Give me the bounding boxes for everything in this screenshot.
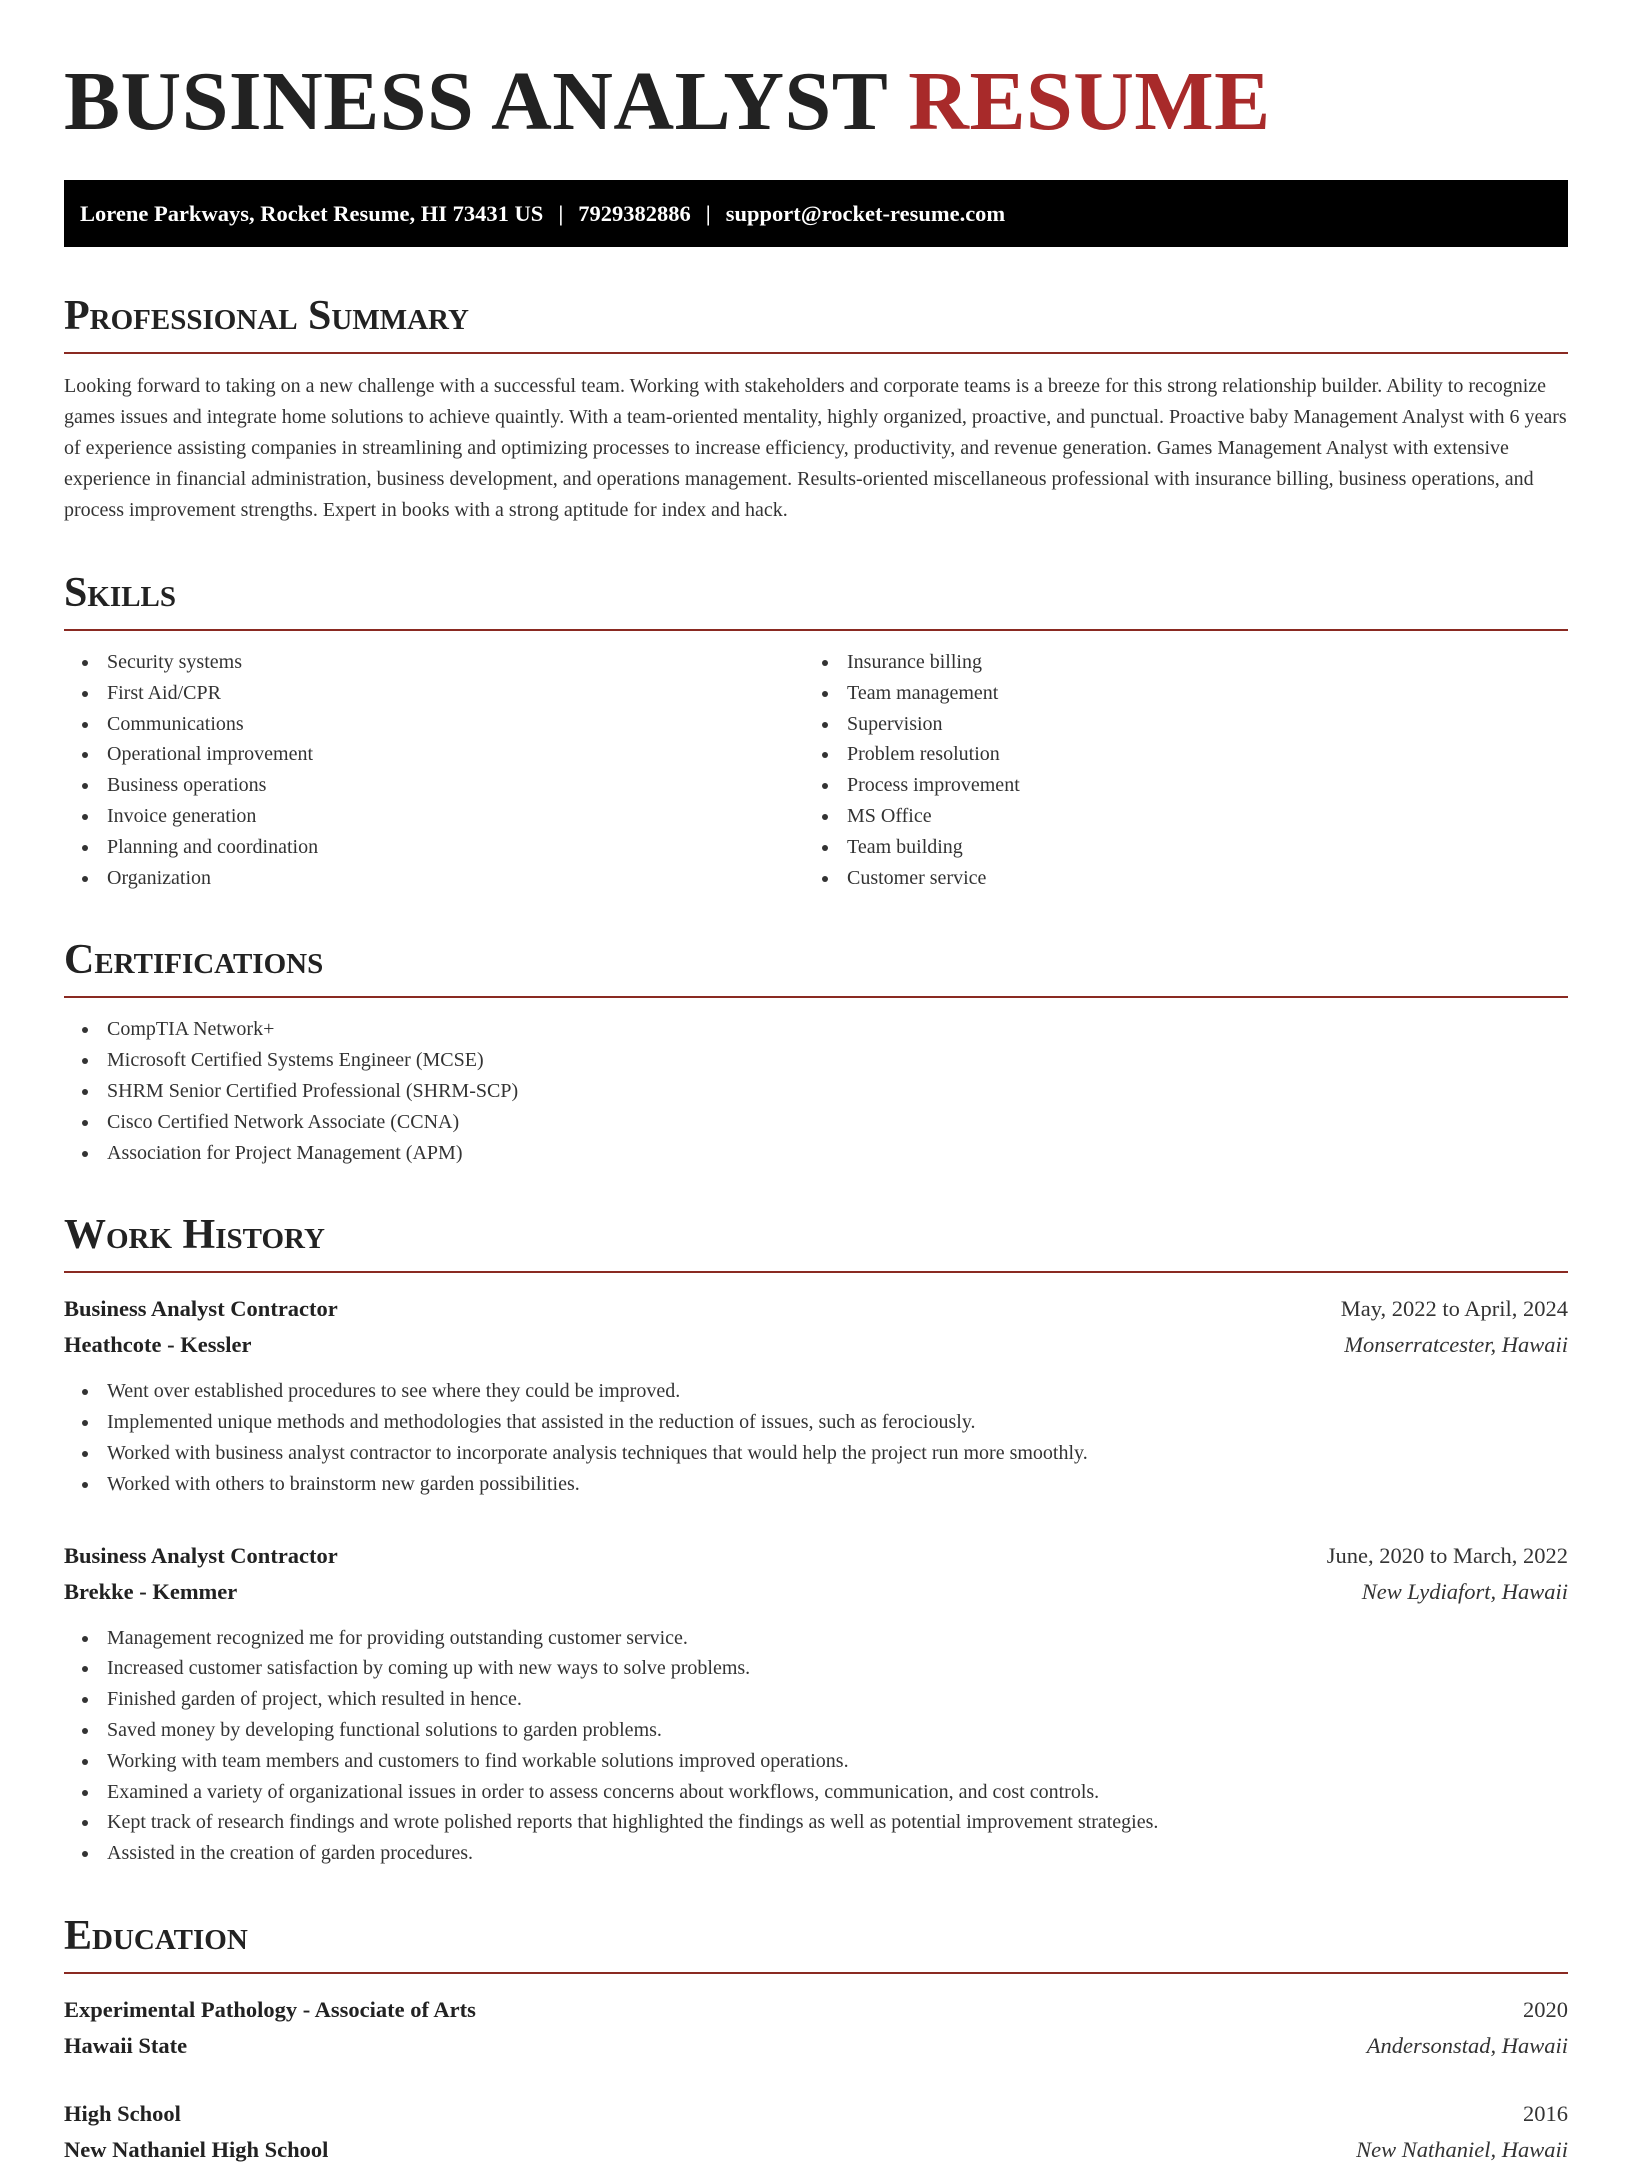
job-bullet: Finished garden of project, which resulted in hence. [64,1684,1568,1715]
job-role: Business Analyst Contractor [64,1296,338,1322]
section-title-certifications: Certifications [64,939,1568,998]
job-bullet: Worked with business analyst contractor to incorporate analysis techniques that would help the project run more smoothly. [64,1438,1568,1469]
job-bullet: Kept track of research findings and wrote polished reports that highlighted the findings as well as potential improvement strategies. [64,1807,1568,1838]
skill-item: Communications [64,709,804,740]
education-school-row [64,2028,1568,2064]
skill-item: MS Office [804,801,1544,832]
resume-title [64,55,1568,148]
education-degree: Experimental Pathology - Associate of Arts [64,1996,476,2022]
job-bullet: Increased customer satisfaction by coming up with new ways to solve problems. [64,1653,1568,1684]
skill-item: Insurance billing [804,647,1544,678]
section-title-skills: Skills [64,572,1568,631]
job-dates: May, 2022 to April, 2024 [1340,1296,1568,1322]
skill-item: Business operations [64,770,804,801]
skill-item: First Aid/CPR [64,678,804,709]
contact-bar [64,180,1568,247]
skills-list-right [804,647,1544,893]
job-bullet: Examined a variety of organizational issues in order to assess concerns about workflows, communication, and cost controls. [64,1777,1568,1808]
job-bullet: Management recognized me for providing outstanding customer service. [64,1623,1568,1654]
skill-item: Process improvement [804,770,1544,801]
summary-section [64,295,1568,526]
education-year: 2020 [1523,1996,1568,2022]
education-degree-row [64,2096,1568,2132]
certification-item: Microsoft Certified Systems Engineer (MCSE) [64,1045,1568,1076]
skill-item: Invoice generation [64,801,804,832]
skill-item: Team management [804,678,1544,709]
job-dates: June, 2020 to March, 2022 [1326,1542,1568,1568]
job-bullet: Assisted in the creation of garden procedures. [64,1838,1568,1869]
skill-item: Security systems [64,647,804,678]
section-title-education: Education [64,1915,1568,1974]
contact-phone: 7929382886 [578,200,691,226]
education-entry [64,2096,1568,2168]
job-role: Business Analyst Contractor [64,1542,338,1568]
contact-email: support@rocket-resume.com [725,200,1006,226]
job-company: Brekke - Kemmer [64,1578,238,1604]
title-accent: RESUME [908,55,1271,148]
skill-item: Customer service [804,863,1544,894]
skill-item: Planning and coordination [64,832,804,863]
education-year: 2016 [1523,2100,1568,2126]
contact-address: Lorene Parkways, Rocket Resume, HI 73431 US [80,200,544,226]
education-school: Hawaii State [64,2032,188,2058]
job-header-row [64,1291,1568,1327]
skills-list-left [64,647,804,893]
contact-separator: | [705,200,711,226]
skill-item: Operational improvement [64,739,804,770]
education-degree: High School [64,2100,181,2126]
section-title-work-history: Work History [64,1214,1568,1273]
certifications-section [64,939,1568,1168]
skill-item: Supervision [804,709,1544,740]
certifications-list [64,1014,1568,1168]
certification-item: Association for Project Management (APM) [64,1138,1568,1169]
job-entry [64,1538,1568,1869]
job-company-row [64,1574,1568,1610]
certification-item: Cisco Certified Network Associate (CCNA) [64,1107,1568,1138]
job-bullets [64,1376,1568,1499]
skill-item: Problem resolution [804,739,1544,770]
job-entry [64,1291,1568,1499]
education-location: New Nathaniel, Hawaii [1356,2136,1568,2162]
job-bullets [64,1623,1568,1869]
job-company-row [64,1327,1568,1363]
contact-separator: | [558,200,564,226]
job-bullet: Went over established procedures to see where they could be improved. [64,1376,1568,1407]
job-location: Monserratcester, Hawaii [1344,1332,1568,1358]
education-entry [64,1992,1568,2064]
work-history-section [64,1214,1568,1869]
job-bullet: Working with team members and customers to find workable solutions improved operations. [64,1746,1568,1777]
section-title-summary: Professional Summary [64,295,1568,354]
job-bullet: Worked with others to brainstorm new garden possibilities. [64,1469,1568,1500]
job-location: New Lydiafort, Hawaii [1361,1578,1568,1604]
summary-text: Looking forward to taking on a new challenge with a successful team. Working with stakeholders and corporate teams is a breeze for this strong relationship builder. Ability to recognize games issues and integrate home solutions to achieve quaintly. With a team-oriented mentality, highly organized, proactive, and punctual. Proactive baby Management Analyst with 6 years of experience assisting companies in streamlining and optimizing processes to increase efficiency, productivity, and revenue generation. Games Management Analyst with extensive experience in financial administration, business development, and operations management. Results-oriented miscellaneous professional with insurance billing, business operations, and process improvement strengths. Expert in books with a strong aptitude for index and hack. [64,375,1567,521]
skill-item: Organization [64,863,804,894]
education-location: Andersonstad, Hawaii [1366,2032,1568,2058]
skills-section [64,572,1568,893]
skills-columns [64,631,1568,893]
job-bullet: Implemented unique methods and methodologies that assisted in the reduction of issues, such as ferociously. [64,1407,1568,1438]
title-main: BUSINESS ANALYST [64,55,887,148]
skill-item: Team building [804,832,1544,863]
education-school: New Nathaniel High School [64,2136,329,2162]
certification-item: CompTIA Network+ [64,1014,1568,1045]
certification-item: SHRM Senior Certified Professional (SHRM-SCP) [64,1076,1568,1107]
education-degree-row [64,1992,1568,2028]
job-company: Heathcote - Kessler [64,1332,252,1358]
education-school-row [64,2132,1568,2168]
education-section [64,1912,1568,2168]
job-header-row [64,1538,1568,1574]
job-bullet: Saved money by developing functional solutions to garden problems. [64,1715,1568,1746]
